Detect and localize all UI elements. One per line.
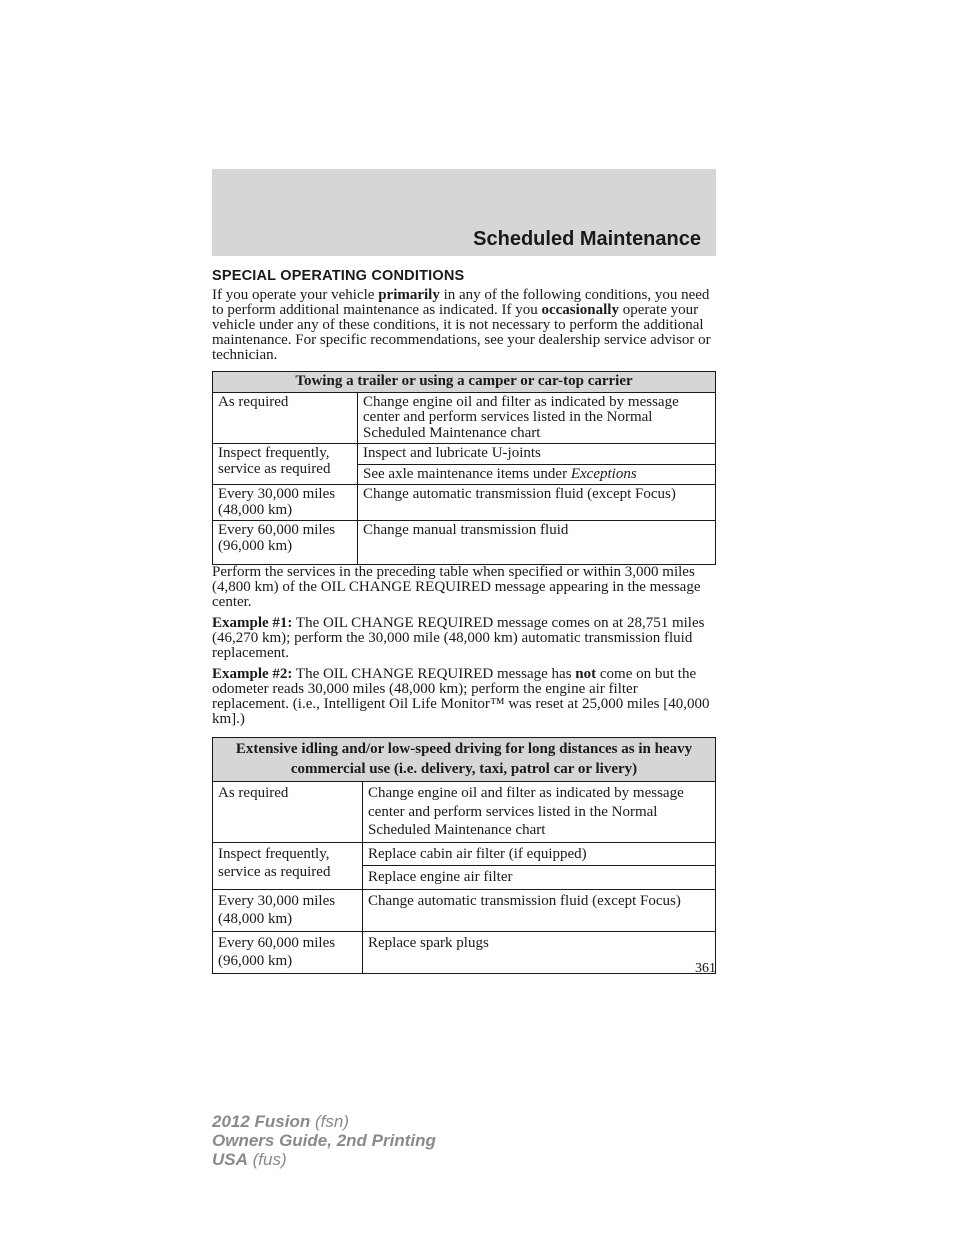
example-2-label: Example #2: (212, 666, 293, 682)
interval-cell: Every 60,000 miles (96,000 km) (213, 931, 363, 973)
example-1-label: Example #1: (212, 615, 293, 631)
table-row (213, 889, 716, 931)
intro-paragraph (212, 288, 718, 363)
table-title: Towing a trailer or using a camper or car-top carrier (213, 372, 716, 393)
table-row (213, 782, 716, 843)
towing-maintenance-table (212, 371, 716, 565)
action-cell: Change automatic transmission fluid (except Focus) (358, 485, 716, 521)
intro-bold-occasionally: occasionally (541, 302, 619, 318)
action-text: See axle maintenance items under (363, 465, 571, 482)
action-cell: Inspect and lubricate U-joints (358, 444, 716, 465)
table-row (213, 842, 716, 866)
interval-cell: Every 30,000 miles (48,000 km) (213, 889, 363, 931)
footer-line-region (212, 1150, 436, 1169)
interval-cell: Every 30,000 miles (48,000 km) (213, 485, 358, 521)
table-row (213, 444, 716, 465)
table-header-row (213, 738, 716, 782)
action-cell: Change automatic transmission fluid (except Focus) (363, 889, 716, 931)
example-1 (212, 616, 718, 661)
section-header-band (212, 169, 716, 256)
table-row (213, 485, 716, 521)
example-2 (212, 667, 718, 727)
page-number: 361 (695, 961, 716, 976)
intro-text-3: operate your vehicle under any of these conditions, it is not necessary to perform the additional maintenance. For specific recommendations, see your dealership service advisor or technician. (212, 302, 711, 363)
exceptions-reference: Exceptions (570, 465, 637, 482)
example-2-bold-not: not (575, 666, 597, 682)
footer-model-code: (fsn) (310, 1112, 349, 1131)
footer-model: 2012 Fusion (212, 1112, 311, 1131)
example-2-text-1: The OIL CHANGE REQUIRED message has (292, 666, 576, 682)
intro-text-1: If you operate your vehicle (212, 287, 379, 303)
interval-cell: Every 60,000 miles (96,000 km) (213, 521, 358, 565)
footer-line-model (212, 1112, 436, 1131)
interval-cell: Inspect frequently, service as required (213, 842, 363, 889)
action-cell: Change engine oil and filter as indicated by message center and perform services listed in the Normal Scheduled Maintenance chart (358, 392, 716, 444)
subheading: SPECIAL OPERATING CONDITIONS (212, 268, 465, 284)
idling-maintenance-table (212, 737, 716, 974)
footer-region: USA (212, 1150, 248, 1169)
footer-line-guide (212, 1131, 436, 1150)
footer-region-code: (fus) (247, 1150, 287, 1169)
table-title: Extensive idling and/or low-speed driving for long distances as in heavy commercial use (i.e. delivery, taxi, patrol car or livery) (213, 738, 716, 782)
action-cell: Replace spark plugs (363, 931, 716, 973)
interval-cell: As required (213, 782, 363, 843)
intro-bold-primarily: primarily (378, 287, 440, 303)
table-row (213, 392, 716, 444)
section-title: Scheduled Maintenance (473, 228, 701, 250)
example-2-text-2: come on but the odometer reads 30,000 miles (48,000 km); perform the engine air filter replacement. (i.e., Intelligent Oil Life Monitor™ was reset at 25,000 miles [40,000 km].) (212, 666, 710, 727)
example-1-text: The OIL CHANGE REQUIRED message comes on at 28,751 miles (46,270 km); perform the 30,000 mile (48,000 km) automatic transmission fluid replacement. (212, 615, 705, 661)
footer-guide: Owners Guide, 2nd Printing (212, 1131, 436, 1150)
action-cell: Change manual transmission fluid (358, 521, 716, 565)
table-row (213, 931, 716, 973)
action-cell: Change engine oil and filter as indicated by message center and perform services listed in the Normal Scheduled Maintenance chart (363, 782, 716, 843)
action-cell: Replace engine air filter (363, 866, 716, 890)
interval-cell: As required (213, 392, 358, 444)
footer-imprint (212, 1112, 436, 1169)
interval-cell: Inspect frequently, service as required (213, 444, 358, 485)
action-cell (358, 464, 716, 485)
table-row (213, 521, 716, 565)
table-header-row (213, 372, 716, 393)
perform-note: Perform the services in the preceding table when specified or within 3,000 miles (4,800 km) of the OIL CHANGE REQUIRED message appearing in the message center. (212, 564, 701, 610)
action-cell: Replace cabin air filter (if equipped) (363, 842, 716, 866)
intro-text-2: in any of the following conditions, you need to perform additional maintenance as indicated. If you (212, 287, 710, 318)
